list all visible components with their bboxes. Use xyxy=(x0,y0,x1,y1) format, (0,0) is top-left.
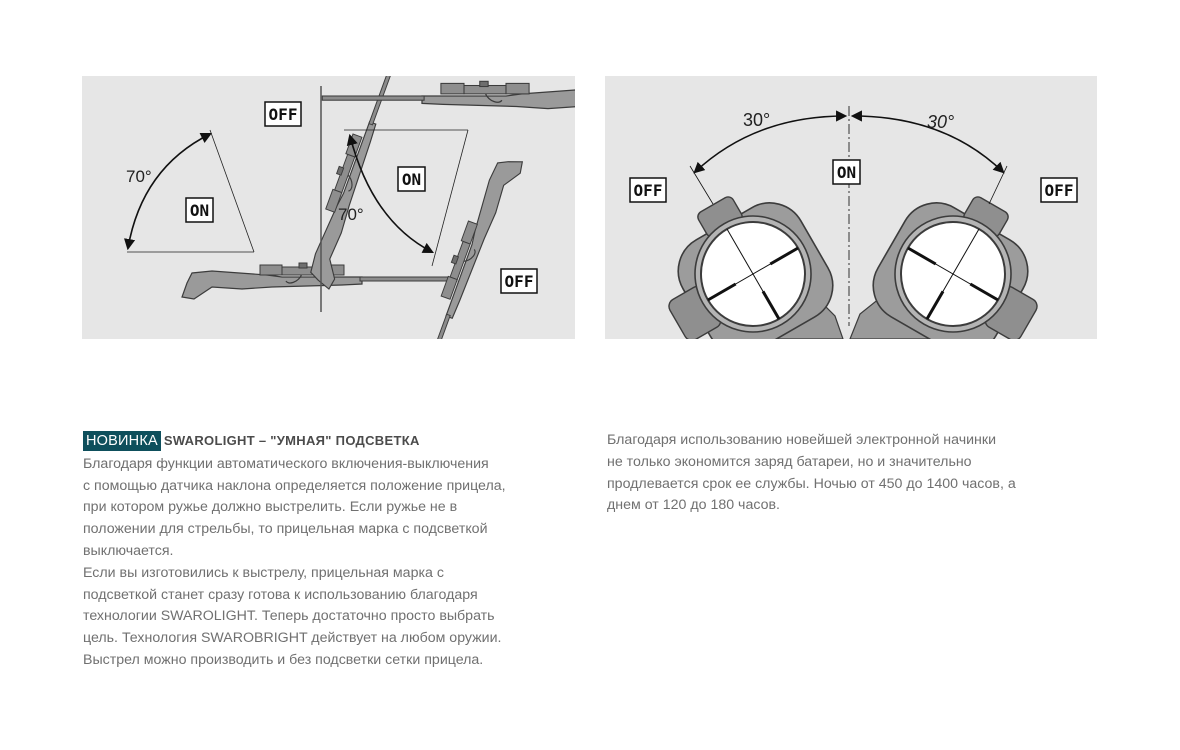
paragraph-line: технологии SWAROLIGHT. Теперь достаточно просто выбрать xyxy=(83,608,495,625)
paragraph-line: продлевается срок ее службы. Ночью от 450 до 1400 часов, а xyxy=(607,475,1016,492)
article-heading xyxy=(83,430,583,453)
svg-text:ON: ON xyxy=(189,201,210,220)
paragraph-line: не только экономится заряд батареи, но и значительно xyxy=(607,453,972,470)
svg-text:OFF: OFF xyxy=(633,181,663,200)
paragraph-line: подсветкой станет сразу готова к использованию благодаря xyxy=(83,586,478,603)
state-off-label xyxy=(1041,178,1077,202)
paragraph-line: при котором ружье должно выстрелить. Если ружье не в xyxy=(83,499,458,516)
scope-cant-figure xyxy=(605,76,1097,339)
state-off-label xyxy=(501,269,537,293)
paragraph-line: цель. Технология SWAROBRIGHT действует на любом оружии. xyxy=(83,630,502,647)
angle-label: 70° xyxy=(126,167,152,186)
svg-text:OFF: OFF xyxy=(268,105,298,124)
rifle-tilt-figure xyxy=(82,76,575,339)
angle-label: 30° xyxy=(743,110,771,130)
paragraph-line: Благодаря функции автоматического включения-выключения xyxy=(83,455,489,472)
paragraph-line: положении для стрельбы, то прицельная марка с подсветкой xyxy=(83,521,488,538)
paragraph-line: выключается. xyxy=(83,542,174,559)
paragraph-line: Если вы изготовились к выстрелу, прицельная марка с xyxy=(83,564,444,581)
paragraph-line: с помощью датчика наклона определяется положение прицела, xyxy=(83,477,506,494)
article-title: SWAROLIGHT – "УМНАЯ" ПОДСВЕТКА xyxy=(163,433,420,448)
svg-text:ON: ON xyxy=(401,170,422,189)
paragraph-line: Благодаря использованию новейшей электронной начинки xyxy=(607,432,997,448)
article-left-column xyxy=(83,430,583,672)
paragraph-line: Выстрел можно производить и без подсветки сетки прицела. xyxy=(83,651,484,668)
svg-text:OFF: OFF xyxy=(1044,181,1074,200)
article-right-column xyxy=(607,430,1107,517)
paragraph-line: днем от 120 до 180 часов. xyxy=(607,497,780,514)
state-off-label xyxy=(630,178,666,202)
state-off-label xyxy=(265,102,301,126)
rifle-tilt-diagram xyxy=(82,76,575,339)
angle-arc xyxy=(128,134,210,248)
new-badge: НОВИНКА xyxy=(83,431,161,451)
state-on-label xyxy=(398,167,425,191)
state-on-label xyxy=(833,160,860,184)
angle-label: 70° xyxy=(338,205,364,224)
state-on-label xyxy=(186,198,213,222)
reference-line xyxy=(210,130,254,252)
scope-right xyxy=(860,171,1071,339)
rifle-horizontal xyxy=(322,81,575,119)
angle-label: 30° xyxy=(927,112,955,132)
svg-text:ON: ON xyxy=(836,163,857,182)
svg-text:OFF: OFF xyxy=(504,272,534,291)
scope-cant-diagram xyxy=(605,76,1097,339)
